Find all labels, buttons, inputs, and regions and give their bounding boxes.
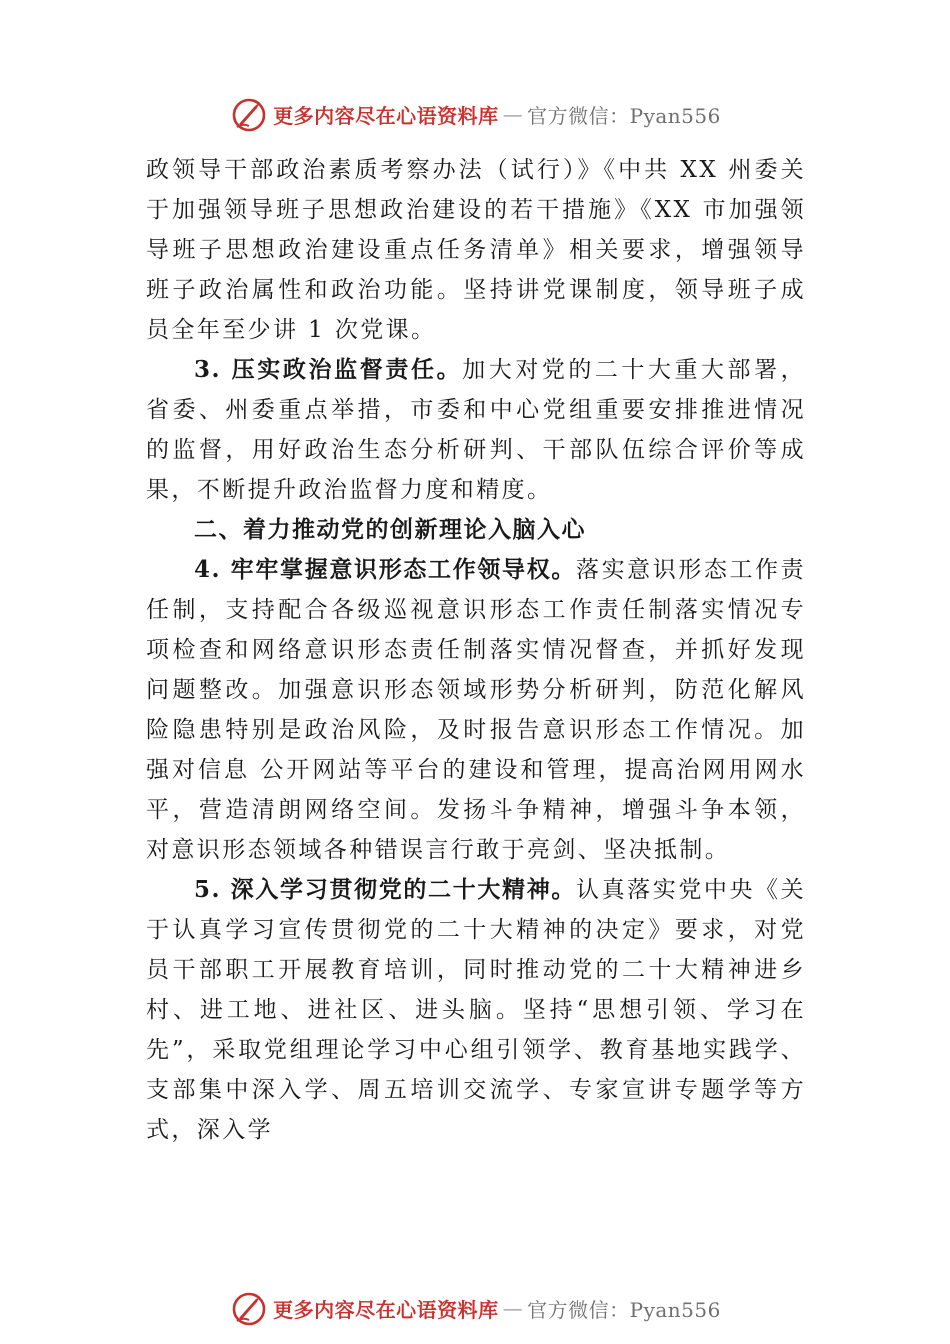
section-heading: 二、着力推动党的创新理论入脑入心 <box>194 517 586 543</box>
item-5-text: 认真落实党中央《关于认真学习宣传贯彻党的二十大精神的决定》要求，对党员干部职工开展教育培训，同时推动党的二十大精神进乡村、进工地、进社区、进头脑。坚持“思想引领、学习在先”，采取党组理论学习中心组引领学、教育基地实践学、支部集中深入学、周五培训交流学、专家宣讲专题学等方式，深入学 <box>146 877 806 1143</box>
document-body <box>146 150 806 1150</box>
pen-seal-logo-icon <box>229 94 269 134</box>
footer-separator: — <box>502 1296 524 1320</box>
item-3-text: 加大对党的二十大重大部署，省委、州委重点举措，市委和中心党组重要安排推进情况的监督，用好政治生态分析研判、干部队伍综合评价等成果，不断提升政治监督力度和精度。 <box>146 357 806 503</box>
header-separator: — <box>502 102 524 126</box>
header-banner <box>0 92 950 136</box>
footer-wechat-text: 官方微信：Pyan556 <box>527 1297 721 1322</box>
paragraph-item-4 <box>146 550 806 870</box>
pen-seal-logo-icon <box>229 1288 269 1328</box>
item-3-heading: 3. 压实政治监督责任。 <box>194 356 463 383</box>
paragraph-continued: 政领导干部政治素质考察办法（试行）》《中共 XX 州委关于加强领导班子思想政治建设的若干措施》《XX 市加强领导班子思想政治建设重点任务清单》相关要求，增强领导班子政治属性和政治功能。坚持讲党课制度，领导班子成员全年至少讲 1 次党课。 <box>146 157 806 343</box>
header-brand-text: 更多内容尽在心语资料库 <box>273 103 499 128</box>
footer-brand-text: 更多内容尽在心语资料库 <box>273 1297 499 1322</box>
footer-banner <box>0 1286 950 1330</box>
paragraph-item-5 <box>146 870 806 1150</box>
item-5-heading: 5. 深入学习贯彻党的二十大精神。 <box>194 876 577 903</box>
header-wechat-text: 官方微信：Pyan556 <box>527 103 721 128</box>
paragraph-item-3 <box>146 350 806 510</box>
item-4-text: 落实意识形态工作责任制，支持配合各级巡视意识形态工作责任制落实情况专项检查和网络意识形态责任制落实情况督查，并抓好发现问题整改。加强意识形态领域形势分析研判，防范化解风险隐患特别是政治风险，及时报告意识形态工作情况。加强对信息 公开网站等平台的建设和管理，提高治网用网水平，营造清朗网络空间。发扬斗争精神，增强斗争本领，对意识形态领域各种错误言行敢于亮剑、坚决抵制。 <box>146 557 806 863</box>
item-4-heading: 4. 牢牢掌握意识形态工作领导权。 <box>194 556 577 583</box>
